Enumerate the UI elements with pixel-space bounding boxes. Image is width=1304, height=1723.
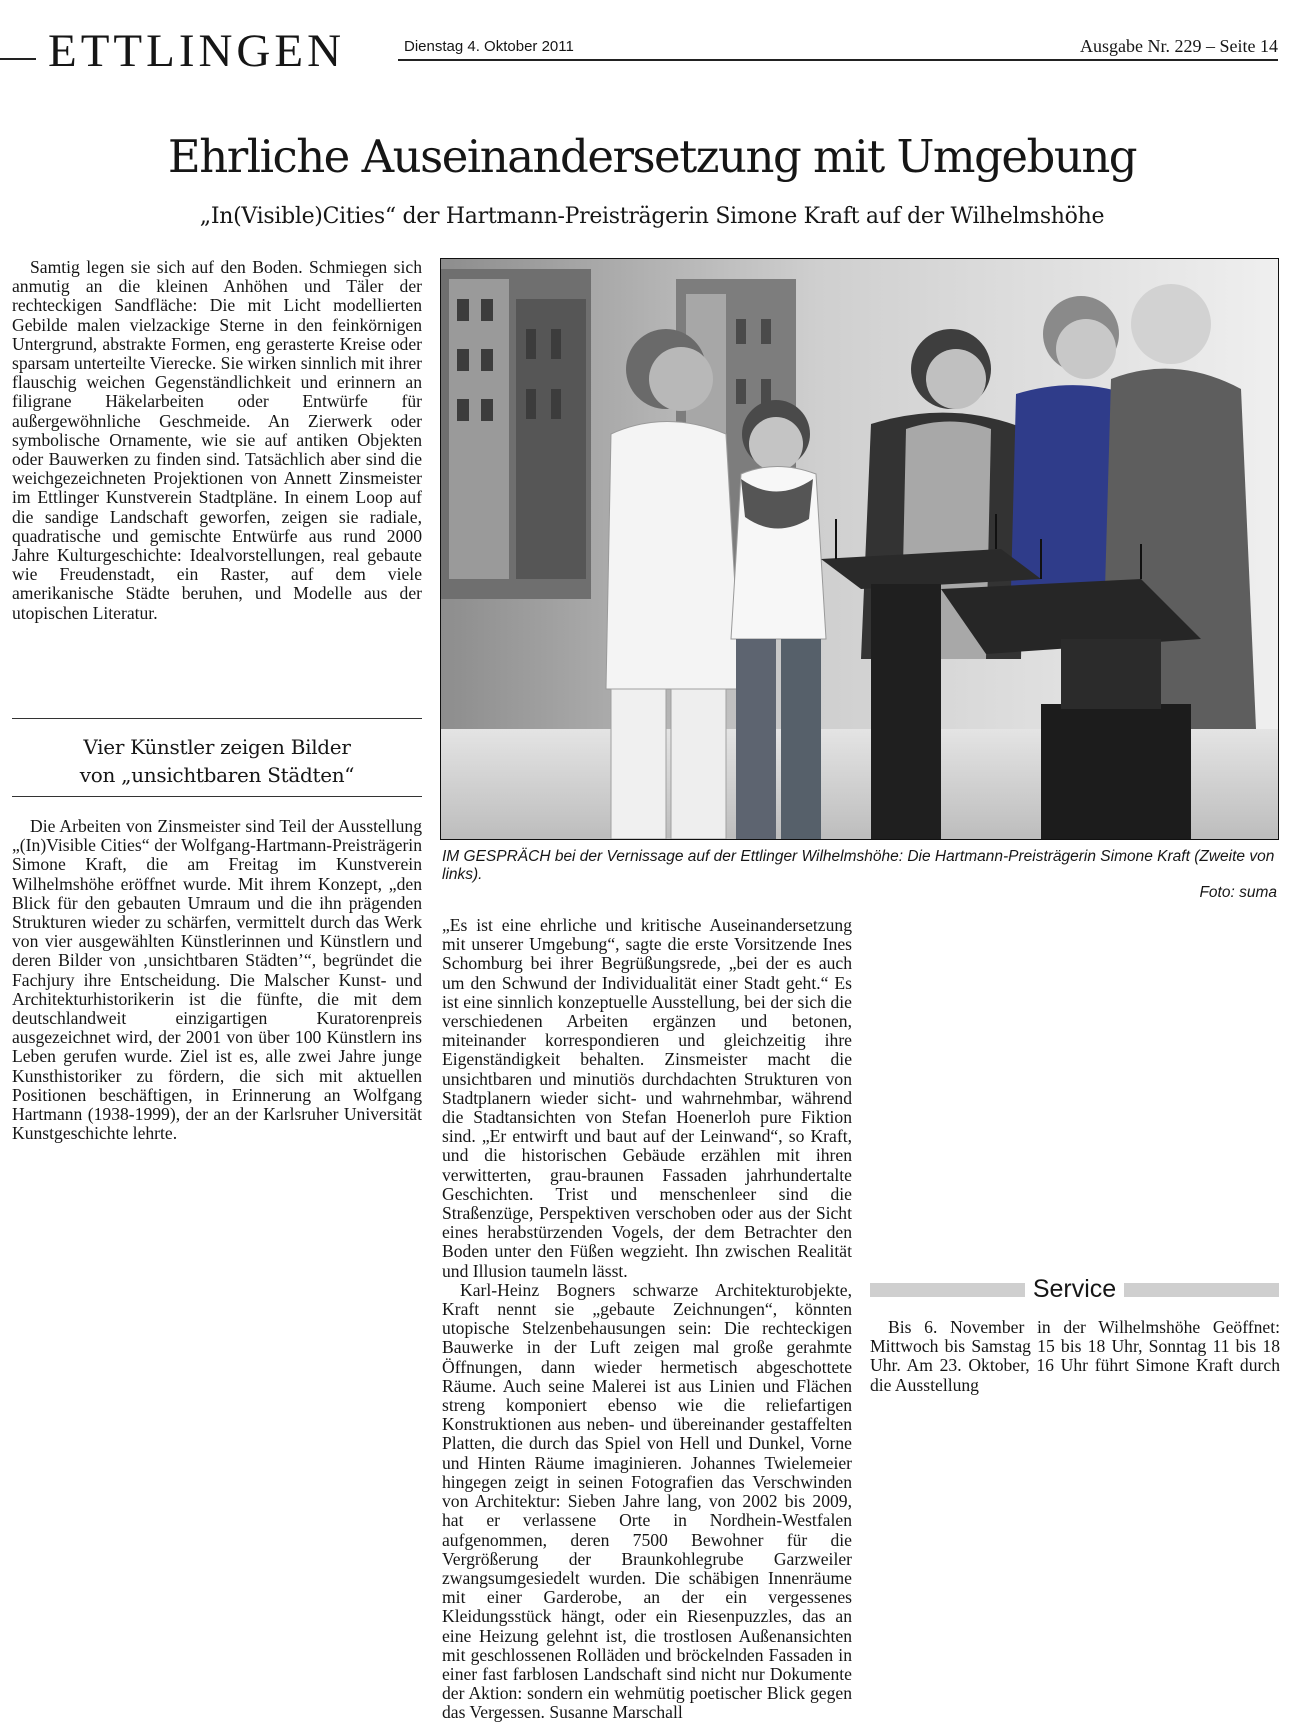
photo-caption — [442, 848, 1277, 902]
subhead-rule-bottom — [12, 796, 422, 797]
article-photo — [440, 258, 1279, 840]
masthead-rule — [398, 59, 1278, 61]
service-title — [870, 1274, 1279, 1304]
issue-info: Ausgabe Nr. 229 – Seite 14 — [1080, 36, 1278, 56]
article-column-left-bottom — [12, 817, 422, 1143]
caption-text: IM GESPRÄCH bei der Vernissage auf der Ettlinger Wilhelmshöhe: Die Hartmann-Preisträgerin Simone Kraft (Zweite von links). — [442, 848, 1275, 883]
body-paragraph-3: „Es ist eine ehrliche und kritische Auseinandersetzung mit unserer Umgebung“, sagte die erste Vorsitzende Ines Schomburg bei ihrer Begrüßungsrede, „bei der es auch um den Schwund der Individualität einer Stadt geht.“ Es ist eine sinnlich konzeptuelle Ausstellung, bei der sich die verschiedenen Arbeiten ergänzen und betonen, miteinander korrespondieren und gleichzeitig ihre Eigenständigkeit behalten. Zinsmeister macht die unsichtbaren und minutiös durchdachten Strukturen von Stadtplanern wieder sicht- und wahrnehmbar, während die Stadtansichten von Stefan Hoenerloh pure Fiktion sind. „Er entwirft und baut auf der Leinwand“, so Kraft, und die historischen Gebäude erzählen mit ihren verwitterten, grau-braunen Fassaden jahrhundertalte Geschichten. Trist und menschenleer sind die Straßenzüge, Perspektiven verschoben oder aus der Sicht eines herabstürzenden Vogels, der dem Betrachter den Boden unter den Füßen wegzieht. Ihn zwischen Realität und Illusion taumeln lässt. — [442, 915, 852, 1281]
article-column-middle — [442, 916, 852, 1723]
issue-date: Dienstag 4. Oktober 2011 — [404, 38, 574, 55]
section-name: ETTLINGEN — [48, 25, 346, 77]
subhead-line-2: von „unsichtbaren Städten“ — [79, 763, 355, 787]
body-paragraph-4: Karl-Heinz Bogners schwarze Architekturobjekte, Kraft nennt sie „gebaute Zeichnungen“, könnten utopische Stelzenbehausungen sein: Die rechteckigen Bauwerke in der Luft zeigen mal große gerahmte Öffnungen, dann wieder hermetisch abgeschottete Räume. Auch seine Malerei ist aus Linien und Flächen streng komponiert ebenso wie die reliefartigen Konstruktionen aus neben- und übereinander gestaffelten Platten, die durch das Spiel von Hell und Dunkel, Vorne und Hinten Räume imaginieren. Johannes Twielemeier hingegen zeigt in seinen Fotografien das Verschwinden von Architektur: Sieben Jahre lang, von 2002 bis 2009, hat er verlassene Orte in Nordhein-Westfalen aufgenommen, deren 7500 Bewohner für die Vergrößerung der Braunkohlegrube Garzweiler zwangsumgesiedelt wurden. Die schäbigen Innenräume mit einer Garderobe, an der ein vergessenes Kleidungsstück hängt, oder ein Riesenpuzzles, das an eine Heizung gelehnt ist, die trostlosen Außenansichten mit geschlossenen Rolläden und bröckelnden Fassaden in einer fast farblosen Landschaft sind nicht nur Dokumente der Aktion: sondern ein wehmütig poetischer Blick gegen das Vergessen. Susanne Marschall — [442, 1279, 852, 1723]
service-title-text: Service — [1025, 1275, 1124, 1303]
article-headline: Ehrliche Auseinandersetzung mit Umgebung — [167, 130, 1137, 183]
body-paragraph-2: Die Arbeiten von Zinsmeister sind Teil der Ausstellung „(In)Visible Cities“ der Wolfgang-Hartmann-Preisträgerin Simone Kraft, die am Freitag im Kunstverein Wilhelmshöhe eröffnet wurde. Mit ihrem Konzept, „den Blick für den gebauten Umraum und die ihn prägenden Strukturen wieder zu schärfen, vermittelt durch das Werk von vier ausgewählten Künstlerinnen und Künstlern und deren Bilder von ‚unsichtbaren Städten’“, begründet die Fachjury ihre Entscheidung. Die Malscher Kunst- und Architekturhistorikerin ist die fünfte, die mit dem deutschlandweit einzigartigen Kuratorenpreis ausgezeichnet wird, der 2001 von über 100 Künstlern ins Leben gerufen wurde. Ziel ist es, alle zwei Jahre junge Kunsthistoriker zu fördern, die sich mit aktuellen Positionen beschäftigen, in Erinnerung an Wolfgang Hartmann (1938-1999), der an der Karlsruher Universität Kunstgeschichte lehrte. — [12, 816, 422, 1144]
subhead-line-1: Vier Künstler zeigen Bilder — [83, 735, 351, 759]
masthead-rule-left — [0, 58, 36, 60]
article-subheadline: „In(Visible)Cities“ der Hartmann-Preisträgerin Simone Kraft auf der Wilhelmshöhe — [199, 204, 1105, 229]
subhead-rule-top — [12, 718, 422, 719]
article-subhead — [12, 733, 422, 789]
service-text: Bis 6. November in der Wilhelmshöhe Geöffnet: Mittwoch bis Samstag 15 bis 18 Uhr, Sonntag 11 bis 18 Uhr. Am 23. Oktober, 16 Uhr führt Simone Kraft durch die Ausstellung — [870, 1317, 1280, 1395]
photo-credit: Foto: suma — [1199, 884, 1277, 901]
article-column-left-top — [12, 258, 422, 623]
lead-paragraph: Samtig legen sie sich auf den Boden. Schmiegen sich anmutig an die kleinen Anhöhen und Täler der rechteckigen Sandfläche: Die mit Licht modellierten Gebilde malen vielzackige Sterne in den feinkörnigen Untergrund, abstrakte Formen, eng gerasterte Kreise oder sparsam unterteilte Vierecke. Sie wirken sinnlich mit ihrer flauschig weichen Gegenständlichkeit und erinnern an filigrane Häkelarbeiten oder Entwürfe für außergewöhnliche Geschmeide. An Zierwerk oder symbolische Ornamente, wie sie auf antiken Objekten oder Bauwerken zu finden sind. Tatsächlich aber sind die weichgezeichneten Projektionen von Annett Zinsmeister im Ettlinger Kunstverein Stadtpläne. In einem Loop auf die sandige Landschaft geworfen, zeigen sie radiale, quadratische und gemischte Entwürfe aus rund 2000 Jahre Kulturgeschichte: Idealvorstellungen, real gebaute wie Freudenstadt, ein Raster, auf dem viele amerikanische Städte beruhen, und Modelle aus der utopischen Literatur. — [12, 257, 422, 623]
service-box — [870, 1318, 1280, 1395]
exhibition-photo-illustration — [441, 259, 1278, 839]
